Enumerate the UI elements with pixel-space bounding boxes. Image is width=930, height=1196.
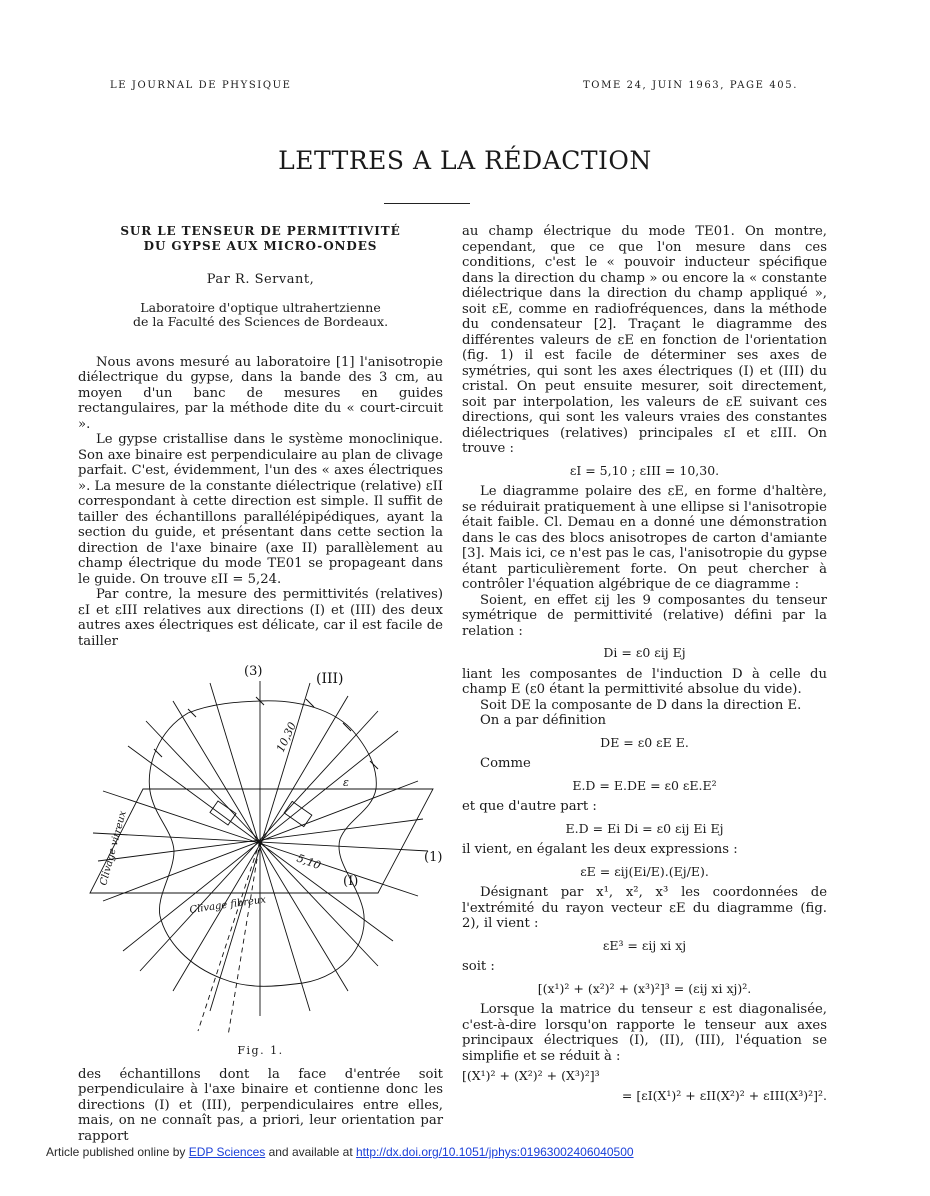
affiliation-line2: de la Faculté des Sciences de Bordeaux.	[132, 313, 389, 329]
paragraph: Lorsque la matrice du tenseur ε est diagonalisée, c'est-à-dire lorsqu'on rapporte le tenseur aux axes principaux électriques (I), (II), (III), l'équation se simplifie et se réduit à :	[462, 1002, 827, 1064]
label-axis-III: (III)	[316, 671, 344, 687]
equation: εE = εij(Ei/E).(Ej/E).	[580, 863, 709, 879]
label-axis-I: (I)	[343, 874, 359, 889]
article-title	[78, 224, 443, 254]
equation: εE³ = εij xi xj	[602, 937, 687, 953]
label-axis-1: (1)	[424, 850, 443, 865]
label-clivage-vitreux: Clivage vitreux	[98, 809, 129, 887]
footer-prefix: Article published online by	[46, 1145, 189, 1159]
label-axis-3: (3)	[244, 664, 263, 679]
paragraph: On a par définition	[480, 713, 607, 728]
equation: [(X¹)² + (X²)² + (X³)²]³	[462, 1068, 600, 1083]
label-epsilon: ε	[343, 776, 349, 789]
equation: DE = ε0 εE E.	[600, 734, 689, 750]
paragraph: soit :	[462, 959, 495, 974]
equation: = [εI(X¹)² + εII(X²)² + εIII(X³)²]².	[621, 1087, 827, 1103]
paragraph: Nous avons mesuré au laboratoire [1] l'anisotropie diélectrique du gypse, dans la bande des 3 cm, au moyen d'un banc de mesures en guides rectangulaires, par la méthode dite du « court-circuit ».	[78, 354, 443, 432]
affiliation	[78, 301, 443, 329]
paragraph: au champ électrique du mode TE01. On montre, cependant, que ce que l'on mesure dans ces conditions, c'est le « pouvoir inducteur spécifique dans la direction du champ » ou encore la « constante diélectrique dans la direction du champ appliqué », soit εE, comme en radiofréquences, dans la méthode du condensateur [2]. Traçant le diagramme des différentes valeurs de εE en fonction de l'orientation (fig. 1) il est facile de déterminer ses axes de symétries, qui sont les axes électriques (I) et (III) du cristal. On peut ensuite mesurer, soit directement, soit par interpolation, les valeurs de εE suivant ces directions, qui sont les valeurs vraies des constantes diélectriques (relatives) principales εI et εIII. On trouve :	[462, 224, 827, 456]
equation: [(x¹)² + (x²)² + (x³)²]³ = (εij xi xj)².	[537, 980, 752, 996]
journal-name: LE JOURNAL DE PHYSIQUE	[110, 80, 292, 91]
left-column	[78, 224, 443, 1144]
paragraph: et que d'autre part :	[462, 799, 597, 814]
paragraph: Par contre, la mesure des permittivités (relatives) εI et εIII relatives aux directions (I) et (III) des deux autres axes électriques est délicate, car il est facile de tailler	[78, 587, 443, 649]
paragraph: Désignant par x¹, x², x³ les coordonnées de l'extrémité du rayon vecteur εE du diagramme (fig. 2), il vient :	[462, 885, 827, 931]
doi-link[interactable]: http://dx.doi.org/10.1051/jphys:01963002406040500	[355, 1145, 634, 1159]
footer	[46, 1145, 634, 1159]
footer-middle: and available at	[265, 1145, 356, 1159]
paragraph: Comme	[480, 756, 531, 771]
figure-1	[78, 661, 443, 1039]
paragraph: des échantillons dont la face d'entrée soit perpendiculaire à l'axe binaire et contienne donc les directions (I) et (III), perpendiculaires entre elles, mais, on ne connaît pas, a priori, leur orientation par rapport	[78, 1066, 443, 1144]
equation: E.D = Ei Di = ε0 εij Ei Ej	[565, 820, 724, 836]
paragraph: Le diagramme polaire des εE, en forme d'haltère, se réduirait pratiquement à une ellipse si l'anisotropie était faible. Cl. Demau en a donné une démonstration dans le cas des blocs anisotropes de carton d'amiante [3]. Mais ici, ce n'est pas le cas, l'anisotropie du gypse étant particulièrement forte. On peut chercher à contrôler l'équation algébrique de ce diagramme :	[462, 484, 827, 592]
equation: Di = ε0 εij Ej	[603, 645, 686, 660]
label-value-1030: 10,30	[273, 720, 300, 755]
article-title-line2: DU GYPSE AUX MICRO-ONDES	[143, 239, 378, 253]
label-value-510: 5,10	[294, 851, 323, 873]
figure-caption: Fig. 1.	[237, 1044, 284, 1057]
paragraph: liant les composantes de l'induction D à celle du champ E (ε0 étant la permittivité absolue du vide).	[462, 666, 827, 697]
article-title-line1: SUR LE TENSEUR DE PERMITTIVITÉ	[120, 224, 401, 238]
equation: εI = 5,10 ; εIII = 10,30.	[569, 462, 720, 478]
affiliation-line1: Laboratoire d'optique ultrahertzienne	[140, 299, 381, 315]
title-rule	[384, 203, 470, 204]
paragraph: Soient, en effet εij les 9 composantes du tenseur symétrique de permittivité (relative) défini par la relation :	[462, 592, 827, 639]
author: Par R. Servant,	[206, 272, 315, 287]
paragraph: il vient, en égalant les deux expressions :	[462, 842, 738, 857]
equation: E.D = E.DE = ε0 εE.E²	[572, 777, 717, 793]
issue-info: TOME 24, JUIN 1963, PAGE 405.	[583, 80, 798, 91]
paragraph: Le gypse cristallise dans le système monoclinique. Son axe binaire est perpendiculaire au plan de clivage parfait. C'est, évidemment, l'un des « axes électriques ». La mesure de la constante diélectrique (relative) εII correspondant à cette direction est simple. Il suffit de tailler des échantillons parallélépipédiques, ayant la section du guide, et présentant dans cette section la direction de l'axe binaire (axe II) parallèlement au champ électrique du mode TE01 se propageant dans le guide. On trouve εII = 5,24.	[78, 432, 443, 587]
label-clivage-fibreux: Clivage fibreux	[188, 894, 267, 916]
polar-diagram	[78, 661, 443, 1039]
publisher-link[interactable]: EDP Sciences	[188, 1145, 266, 1159]
paragraph: Soit DE la composante de D dans la direction E.	[480, 697, 802, 713]
right-column	[462, 224, 827, 1107]
section-title: LETTRES A LA RÉDACTION	[278, 146, 652, 175]
